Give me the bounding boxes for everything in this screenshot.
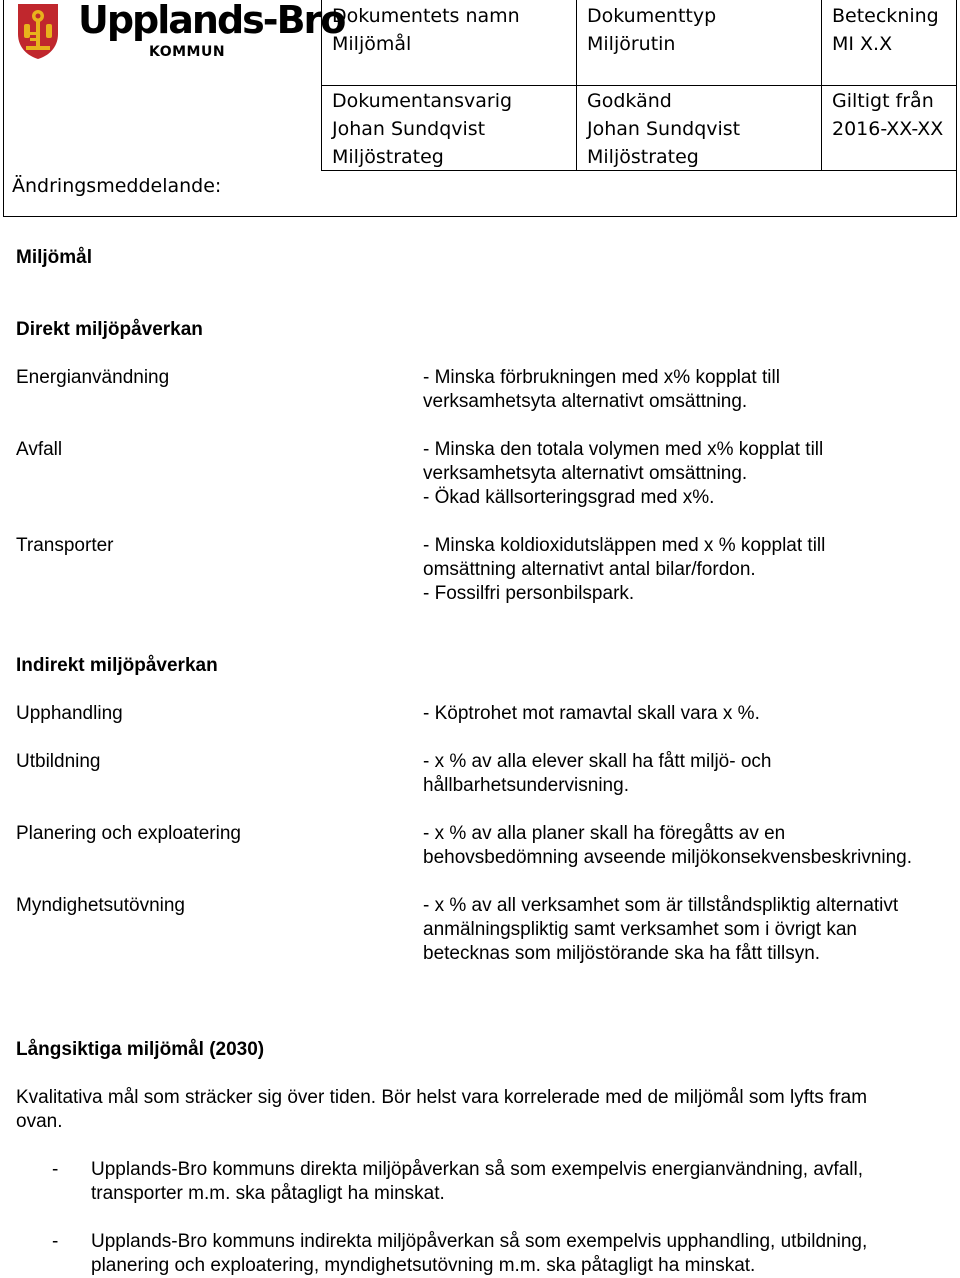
approved-cell	[587, 87, 740, 171]
goal-line: hållbarhetsundervisning.	[423, 775, 629, 796]
bullet-dash: -	[52, 1159, 59, 1180]
goal-line: anmälningspliktig samt verksamhet som i övrigt kan	[423, 919, 858, 940]
indirect-goal-procurement	[423, 702, 760, 726]
direct-label-transport: Transporter	[16, 535, 114, 556]
goal-line: - x % av alla planer skall ha föregåtts av en	[423, 823, 786, 844]
bullet-line: Upplands-Bro kommuns indirekta miljöpåverkan så som exempelvis upphandling, utbildning,	[91, 1231, 868, 1252]
goal-line: - x % av alla elever skall ha fått miljö- och	[423, 751, 772, 772]
bullet-line: Upplands-Bro kommuns direkta miljöpåverkan så som exempelvis energianvändning, avfall,	[91, 1159, 863, 1180]
goal-line: omsättning alternativt antal bilar/fordon.	[423, 559, 756, 580]
bullet-line: planering och exploatering, myndighetsutövning m.m. ska påtagligt ha minskat.	[91, 1255, 756, 1276]
longterm-heading: Långsiktiga miljömål (2030)	[16, 1039, 265, 1060]
goal-line: behovsbedömning avseende miljökonsekvensbeskrivning.	[423, 847, 913, 868]
valid-from-value: 2016-XX-XX	[832, 118, 944, 140]
responsible-role: Miljöstrateg	[332, 146, 444, 168]
doc-type-label: Dokumenttyp	[587, 5, 717, 27]
header-divider	[321, 85, 957, 86]
longterm-intro	[16, 1086, 867, 1134]
indirect-heading: Indirekt miljöpåverkan	[16, 655, 218, 676]
direct-label-energy: Energianvändning	[16, 367, 170, 388]
indirect-goal-authority	[423, 894, 898, 966]
direct-heading: Direkt miljöpåverkan	[16, 319, 203, 340]
goal-line: verksamhetsyta alternativt omsättning.	[423, 463, 748, 484]
goal-line: - Ökad källsorteringsgrad med x%.	[423, 487, 715, 508]
goal-line: - Minska koldioxidutsläppen med x % kopplat till	[423, 535, 826, 556]
goal-line: betecknas som miljöstörande ska ha fått tillsyn.	[423, 943, 821, 964]
doc-type-value: Miljörutin	[587, 33, 676, 55]
direct-label-waste: Avfall	[16, 439, 63, 460]
approved-label: Godkänd	[587, 90, 672, 112]
goal-line: - Minska den totala volymen med x% kopplat till	[423, 439, 824, 460]
municipality-logo	[16, 0, 345, 60]
goal-line: - Minska förbrukningen med x% kopplat till	[423, 367, 780, 388]
designation-label: Beteckning	[832, 5, 939, 27]
intro-line: ovan.	[16, 1111, 63, 1132]
page-title: Miljömål	[16, 247, 93, 268]
goal-line: - Köptrohet mot ramavtal skall vara x %.	[423, 703, 760, 724]
coat-of-arms-icon	[16, 2, 60, 60]
goal-line: - Fossilfri personbilspark.	[423, 583, 635, 604]
direct-goal-waste	[423, 438, 823, 510]
longterm-bullet-direct	[91, 1158, 863, 1206]
doc-name-value: Miljömål	[332, 33, 412, 55]
indirect-label-education: Utbildning	[16, 751, 101, 772]
doc-type-cell	[587, 2, 716, 58]
indirect-label-planning: Planering och exploatering	[16, 823, 241, 844]
doc-name-label: Dokumentets namn	[332, 5, 520, 27]
change-notice-label: Ändringsmeddelande:	[12, 175, 222, 197]
responsible-cell	[332, 87, 512, 171]
bullet-line: transporter m.m. ska påtagligt ha minskat.	[91, 1183, 445, 1204]
indirect-label-authority: Myndighetsutövning	[16, 895, 185, 916]
logo-subtitle: KOMMUN	[149, 44, 226, 60]
approved-name: Johan Sundqvist	[587, 118, 741, 140]
doc-name-cell	[332, 2, 520, 58]
valid-from-label: Giltigt från	[832, 90, 934, 112]
responsible-label: Dokumentansvarig	[332, 90, 513, 112]
designation-value: MI X.X	[832, 33, 893, 55]
intro-line: Kvalitativa mål som sträcker sig över tiden. Bör helst vara korrelerade med de miljömål som lyfts fram	[16, 1087, 868, 1108]
goal-line: verksamhetsyta alternativt omsättning.	[423, 391, 748, 412]
logo-wordmark: Upplands-Bro	[78, 0, 345, 42]
bullet-dash: -	[52, 1231, 59, 1252]
designation-cell	[832, 2, 939, 58]
indirect-goal-planning	[423, 822, 912, 870]
direct-goal-energy	[423, 366, 780, 414]
indirect-goal-education	[423, 750, 771, 798]
valid-from-cell	[832, 87, 943, 143]
direct-goal-transport	[423, 534, 825, 606]
indirect-label-procurement: Upphandling	[16, 703, 123, 724]
approved-role: Miljöstrateg	[587, 146, 699, 168]
goal-line: - x % av all verksamhet som är tillståndspliktig alternativt	[423, 895, 899, 916]
longterm-bullet-indirect	[91, 1230, 867, 1278]
responsible-name: Johan Sundqvist	[332, 118, 486, 140]
